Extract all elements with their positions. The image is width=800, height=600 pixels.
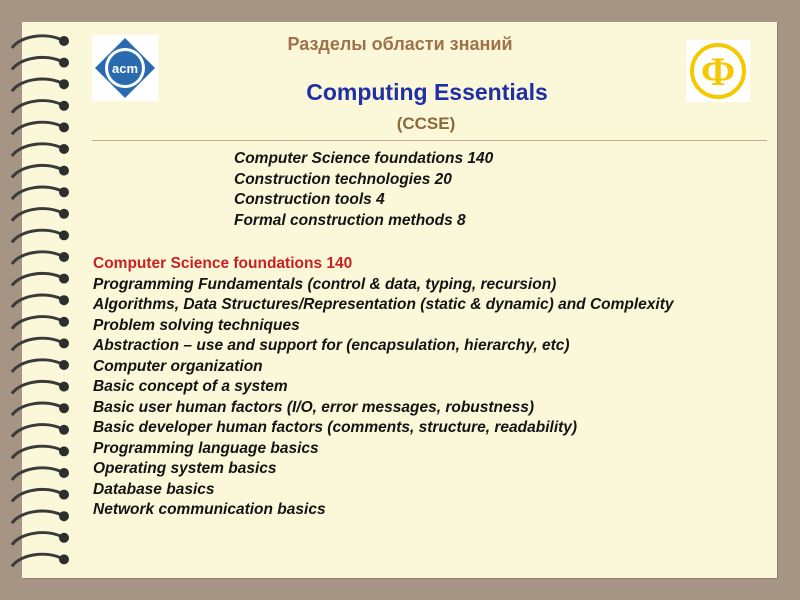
spiral-ring [12, 273, 62, 285]
spiral-hole [59, 554, 69, 564]
spiral-hole [59, 252, 69, 262]
spiral-hole [59, 403, 69, 413]
spiral-hole [59, 295, 69, 305]
summary-item: Construction tools 4 [234, 191, 385, 208]
page-title: Computing Essentials [306, 79, 548, 105]
spiral-hole [59, 317, 69, 327]
details-item: Programming Fundamentals (control & data, typing, recursion) [93, 275, 557, 293]
spiral-ring [12, 57, 62, 69]
details-item: Algorithms, Data Structures/Representation (static & dynamic) and Complexity [93, 296, 674, 313]
spiral-ring [12, 381, 62, 393]
details-item: Computer organization [93, 357, 263, 375]
spiral-ring [12, 295, 62, 307]
details-item: Basic concept of a system [93, 378, 288, 395]
spiral-ring [12, 187, 62, 199]
summary-item: Construction technologies 20 [234, 170, 452, 188]
spiral-hole [59, 490, 69, 500]
details-item: Basic developer human factors (comments, structure, readability) [93, 419, 578, 436]
spiral-hole [59, 58, 69, 68]
spiral-ring [12, 338, 62, 350]
spiral-ring [12, 425, 62, 437]
divider [92, 140, 767, 141]
acm-logo-text: acm [111, 61, 139, 76]
details-item: Problem solving techniques [93, 316, 300, 334]
spiral-hole [59, 187, 69, 197]
details-list [93, 254, 674, 521]
spiral-ring [12, 317, 62, 329]
spiral-ring [12, 446, 62, 458]
spiral-ring [12, 144, 62, 156]
spiral-ring [12, 209, 62, 221]
spiral-hole [59, 360, 69, 370]
spiral-hole [59, 425, 69, 435]
summary-item: Computer Science foundations 140 [234, 150, 494, 167]
spiral-ring [12, 230, 62, 242]
details-item: Network communication basics [93, 501, 326, 518]
spiral-hole [59, 468, 69, 478]
spiral-hole [59, 446, 69, 456]
spiral-hole [59, 230, 69, 240]
spiral-ring [12, 403, 62, 415]
spiral-hole [59, 533, 69, 543]
details-item: Database basics [93, 480, 215, 498]
spiral-ring [12, 489, 62, 501]
spiral-hole [59, 274, 69, 284]
details-heading: Computer Science foundations 140 [93, 255, 353, 272]
section-subtitle: Разделы области знаний [287, 34, 513, 54]
spiral-hole [59, 382, 69, 392]
summary-list [234, 149, 493, 231]
spiral-ring [12, 554, 62, 566]
details-item: Programming language basics [93, 439, 319, 457]
spiral-hole [59, 144, 69, 154]
spiral-hole [59, 338, 69, 348]
summary-item: Formal construction methods 8 [234, 211, 466, 229]
spiral-ring [12, 360, 62, 372]
spiral-ring [12, 165, 62, 177]
spiral-ring [12, 468, 62, 480]
spiral-ring [12, 511, 62, 523]
spiral-ring [12, 252, 62, 264]
spiral-hole [59, 209, 69, 219]
details-item: Basic user human factors (I/O, error messages, robustness) [93, 398, 535, 416]
spiral-ring [12, 533, 62, 545]
phi-logo-text: Ф [700, 49, 736, 94]
spiral-hole [59, 166, 69, 176]
title-abbreviation: (CCSE) [396, 114, 456, 133]
details-item: Operating system basics [93, 460, 277, 477]
spiral-hole [59, 511, 69, 521]
details-item: Abstraction – use and support for (encapsulation, hierarchy, etc) [93, 337, 570, 354]
